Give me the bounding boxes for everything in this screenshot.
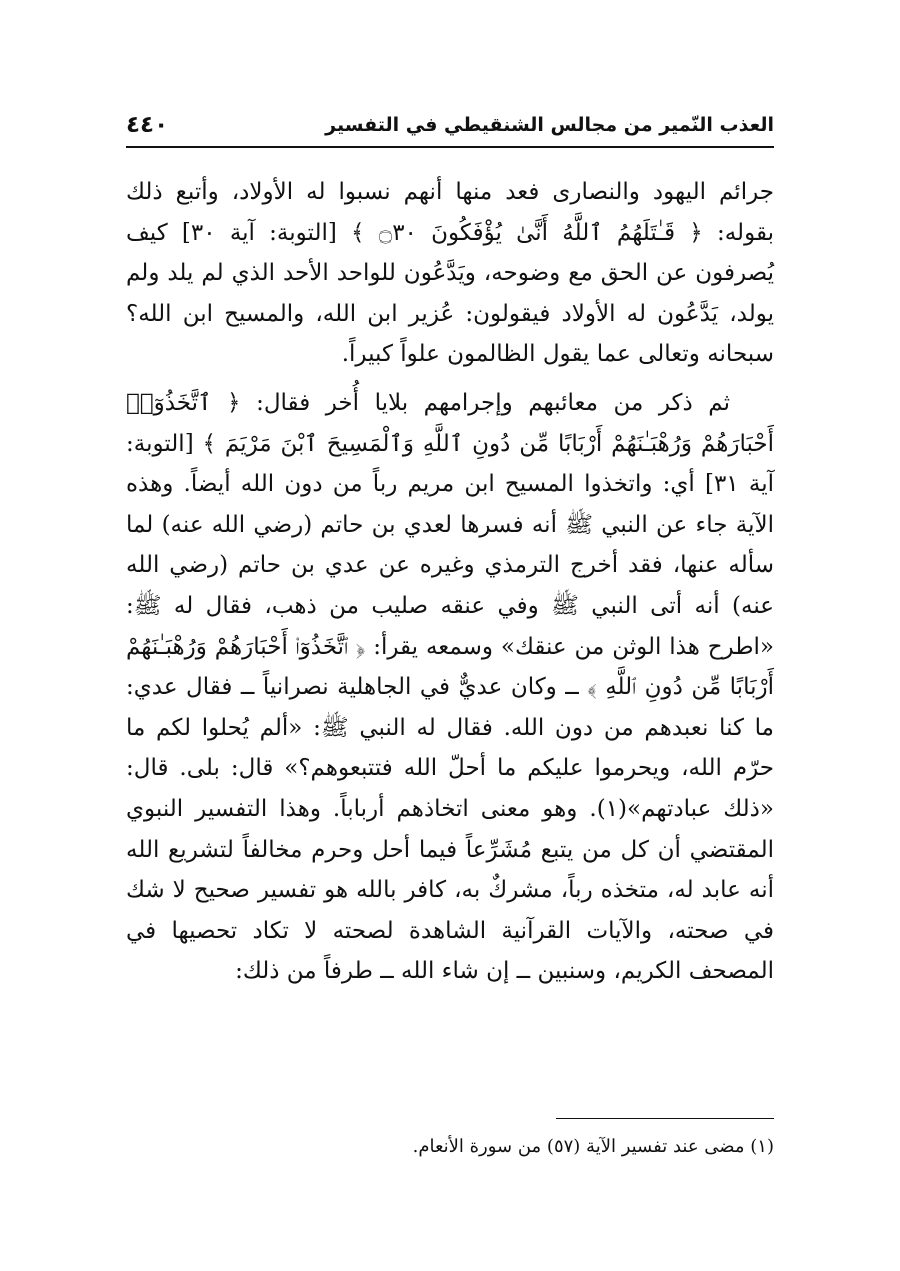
paragraph: ثم ذكر من معائبهم وإجرامهم بلايا أُخر فقال: ﴿ ٱتَّخَذُوٓا۟ أَحْبَارَهُمْ وَرُهْبَـٰنَهُمْ أَرْبَابًا مِّن دُونِ ٱللَّهِ وَٱلْمَسِيحَ ٱبْنَ مَرْيَمَ ﴾ [التوبة: آية ٣١] أي: واتخذوا المسيح ابن مريم رباً من دون الله أيضاً. وهذه الآية جاء عن النبي ﷺ أنه فسرها لعدي بن حاتم (رضي الله عنه) لما سأله عنها، فقد أخرج الترمذي وغيره عن عدي بن حاتم (رضي الله عنه) أنه أتى النبي ﷺ وفي عنقه صليب من ذهب، فقال له ﷺ: «اطرح هذا الوثن من عنقك» وسمعه يقرأ: ﴿ ٱتَّخَذُوٓا۟ أَحْبَارَهُمْ وَرُهْبَـٰنَهُمْ أَرْبَابًا مِّن دُونِ ٱللَّهِ ﴾ ــ وكان عديٌّ في الجاهلية نصرانياً ــ فقال عدي: ما كنا نعبدهم من دون الله. فقال له النبي ﷺ: «ألم يُحلوا لكم ما حرّم الله، ويحرموا عليكم ما أحلّ الله فتتبعوهم؟» قال: بلى. قال: «ذلك عبادتهم»(١). وهو معنى اتخاذهم أرباباً. وهذا التفسير النبوي المقتضي أن كل من يتبع مُشَرِّعاً فيما أحل وحرم مخالفاً لتشريع الله أنه عابد له، متخذه رباً، مشركٌ به، كافر بالله هو تفسير صحيح لا شك في صحته، والآيات القرآنية الشاهدة لصحته لا تكاد تحصيها في المصحف الكريم، وسنبين ــ إن شاء الله ــ طرفاً من ذلك: <box>126 389 774 985</box>
paragraph: جرائم اليهود والنصارى فعد منها أنهم نسبوا له الأولاد، وأتبع ذلك بقوله: ﴿ قَـٰتَلَهُمُ ٱللَّهُ أَنَّىٰ يُؤْفَكُونَ ۝٣٠ ﴾ [التوبة: آية ٣٠] كيف يُصرفون عن الحق مع وضوحه، ويَدَّعُون للواحد الأحد الذي لم يلد ولم يولد، يَدَّعُون له الأولاد فيقولون: عُزير ابن الله، والمسيح ابن الله؟ سبحانه وتعالى عما يقول الظالمون علواً كبيراً. <box>126 179 774 368</box>
page-number: ٤٤٠ <box>126 112 169 138</box>
running-title: العذب النّمير من مجالس الشنقيطي في التفسير <box>325 114 774 136</box>
footnote-separator <box>556 1118 774 1119</box>
page-header <box>126 112 774 148</box>
footnote: (١) مضى عند تفسير الآية (٥٧) من سورة الأنعام. <box>412 1136 774 1157</box>
main-text <box>126 172 774 992</box>
